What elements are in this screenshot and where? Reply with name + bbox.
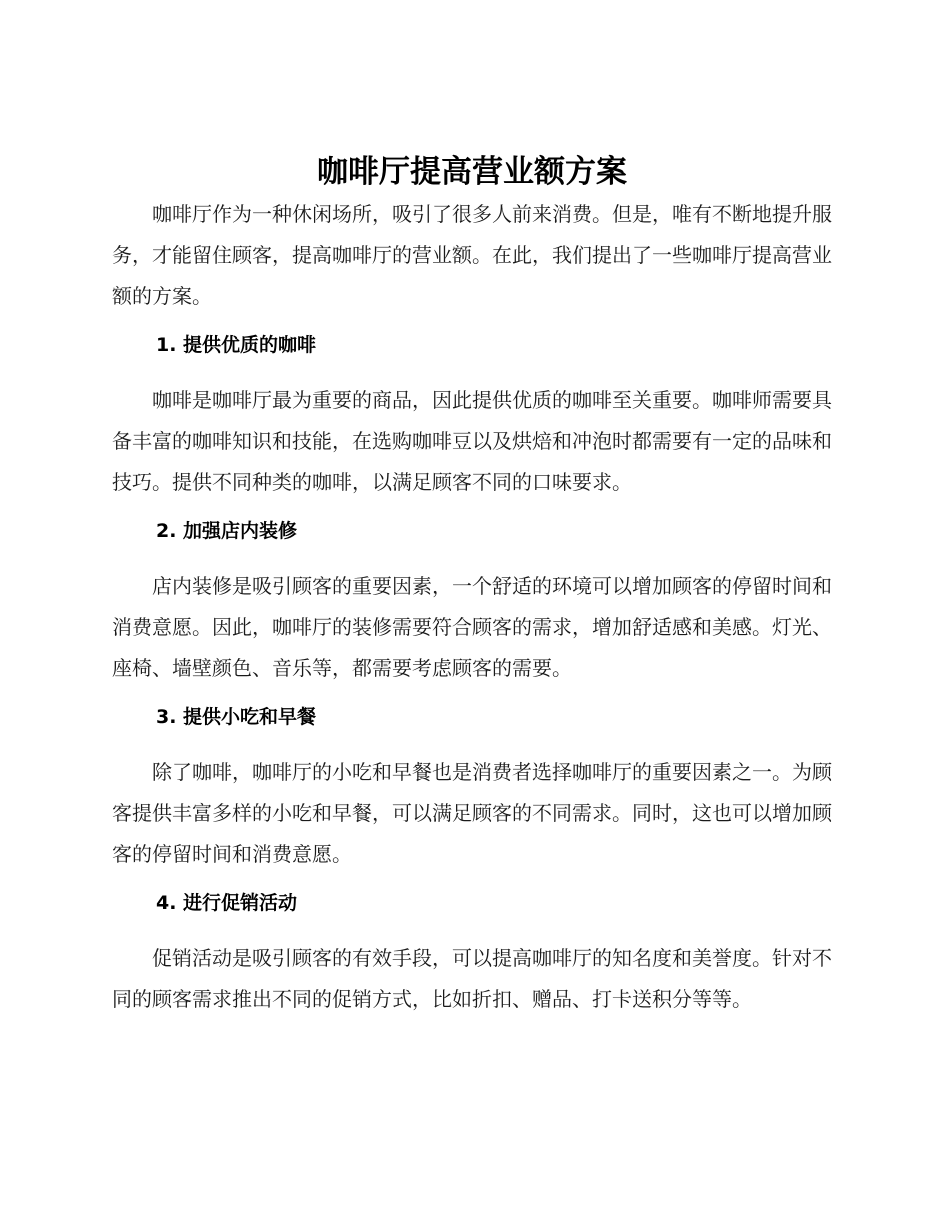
document-page — [112, 150, 832, 1020]
section-body-4: 促销活动是吸引顾客的有效手段，可以提高咖啡厅的知名度和美誉度。针对不同的顾客需求推出不同的促销方式，比如折扣、赠品、打卡送积分等等。 — [112, 946, 832, 1011]
section-heading-1: 1. 提供优质的咖啡 — [156, 334, 317, 356]
section-heading-3: 3. 提供小吃和早餐 — [156, 706, 317, 728]
section-heading-4: 4. 进行促销活动 — [156, 892, 298, 914]
document-title: 咖啡厅提高营业额方案 — [317, 154, 627, 190]
intro-paragraph: 咖啡厅作为一种休闲场所，吸引了很多人前来消费。但是，唯有不断地提升服务，才能留住顾客，提高咖啡厅的营业额。在此，我们提出了一些咖啡厅提高营业额的方案。 — [112, 202, 832, 308]
section-body-2: 店内装修是吸引顾客的重要因素，一个舒适的环境可以增加顾客的停留时间和消费意愿。因此，咖啡厅的装修需要符合顾客的需求，增加舒适感和美感。灯光、座椅、墙壁颜色、音乐等，都需要考虑顾客的需要。 — [112, 574, 832, 680]
section-heading-2: 2. 加强店内装修 — [156, 520, 298, 542]
section-body-1: 咖啡是咖啡厅最为重要的商品，因此提供优质的咖啡至关重要。咖啡师需要具备丰富的咖啡知识和技能，在选购咖啡豆以及烘焙和冲泡时都需要有一定的品味和技巧。提供不同种类的咖啡，以满足顾客不同的口味要求。 — [112, 388, 832, 494]
section-body-3: 除了咖啡，咖啡厅的小吃和早餐也是消费者选择咖啡厅的重要因素之一。为顾客提供丰富多样的小吃和早餐，可以满足顾客的不同需求。同时，这也可以增加顾客的停留时间和消费意愿。 — [112, 760, 832, 866]
